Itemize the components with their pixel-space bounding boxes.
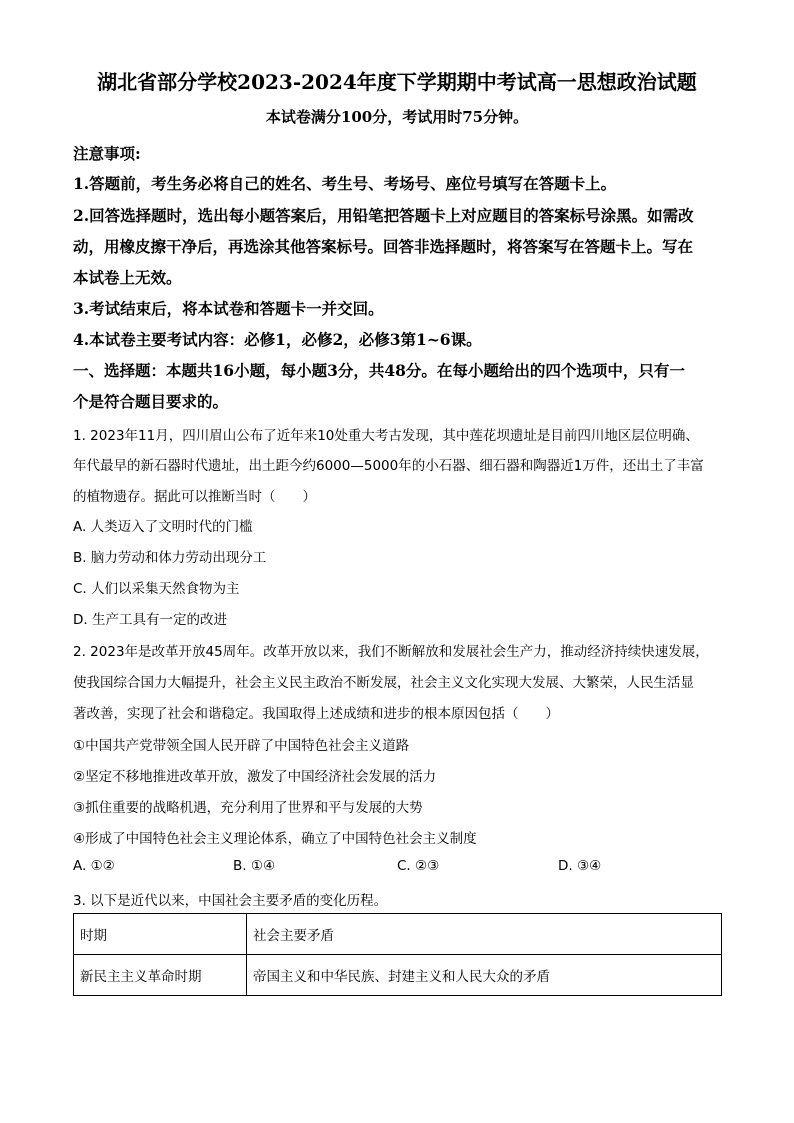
question-1-option-d: D. 生产工具有一定的改进 (73, 612, 227, 628)
notice-heading: 注意事项: (73, 144, 141, 163)
question-3-stem: 3. 以下是近代以来，中国社会主要矛盾的变化历程。 (73, 893, 388, 909)
question-1-stem: 年代最早的新石器时代遗址，出土距今约6000—5000年的小石器、细石器和陶器近1万件，还出土了丰富 (73, 458, 704, 474)
question-2-stem: 著改善，实现了社会和谐稳定。我国取得上述成绩和进步的根本原因包括（ ） (73, 706, 559, 722)
question-2-statement-3: ③抓住重要的战略机遇，充分利用了世界和平与发展的大势 (73, 800, 423, 816)
notice-line: 动，用橡皮擦干净后，再选涂其他答案标号。回答非选择题时，将答案写在答题卡上。写在 (73, 237, 694, 256)
question-2-statement-4: ④形成了中国特色社会主义理论体系，确立了中国特色社会主义制度 (73, 831, 477, 847)
section-heading: 个是符合题目要求的。 (73, 392, 229, 411)
exam-title: 湖北省部分学校2023-2024年度下学期期中考试高一思想政治试题 (97, 70, 697, 94)
question-2-stem: 2. 2023年是改革开放45周年。改革开放以来，我们不断解放和发展社会生产力，推动经济持续快速发展， (73, 644, 709, 660)
table-cell: 帝国主义和中华民族、封建主义和人民大众的矛盾 (247, 955, 722, 996)
notice-line: 1.答题前，考生务必将自己的姓名、考生号、考场号、座位号填写在答题卡上。 (73, 174, 617, 193)
question-2-option-c: C. ②③ (397, 858, 440, 874)
notice-line: 3.考试结束后，将本试卷和答题卡一并交回。 (73, 299, 384, 318)
section-heading: 一、选择题：本题共16小题，每小题3分，共48分。在每小题给出的四个选项中，只有一 (73, 361, 685, 380)
exam-subtitle: 本试卷满分100分，考试用时75分钟。 (265, 108, 529, 126)
notice-line: 2.回答选择题时，选出每小题答案后，用铅笔把答题卡上对应题目的答案标号涂黑。如需改 (73, 206, 694, 225)
question-1-option-b: B. 脑力劳动和体力劳动出现分工 (73, 550, 267, 566)
question-1-option-a: A. 人类迈入了文明时代的门槛 (73, 519, 253, 535)
contradiction-table (73, 913, 722, 996)
table-cell: 新民主主义革命时期 (74, 955, 247, 996)
question-2-option-d: D. ③④ (558, 858, 602, 874)
question-2-option-b: B. ①④ (233, 858, 276, 874)
table-header-cell: 时期 (74, 914, 247, 955)
notice-line: 4.本试卷主要考试内容：必修1，必修2，必修3第1~6课。 (73, 330, 482, 349)
question-1-stem: 的植物遗存。据此可以推断当时（ ） (73, 489, 316, 505)
notice-line: 本试卷上无效。 (73, 268, 182, 287)
question-2-stem: 使我国综合国力大幅提升，社会主义民主政治不断发展，社会主义文化实现大发展、大繁荣，人民生活显 (73, 675, 694, 691)
question-2-option-a: A. ①② (73, 858, 115, 874)
table-row (74, 955, 722, 996)
table-header-cell: 社会主要矛盾 (247, 914, 722, 955)
question-1-stem: 1. 2023年11月，四川眉山公布了近年来10处重大考古发现，其中莲花坝遗址是目前四川地区层位明确、 (73, 428, 699, 444)
question-2-statement-2: ②坚定不移地推进改革开放，激发了中国经济社会发展的活力 (73, 769, 437, 785)
question-2-statement-1: ①中国共产党带领全国人民开辟了中国特色社会主义道路 (73, 738, 410, 754)
question-1-option-c: C. 人们以采集天然食物为主 (73, 581, 240, 597)
question-2-options (73, 858, 723, 878)
table-header-row (74, 914, 722, 955)
